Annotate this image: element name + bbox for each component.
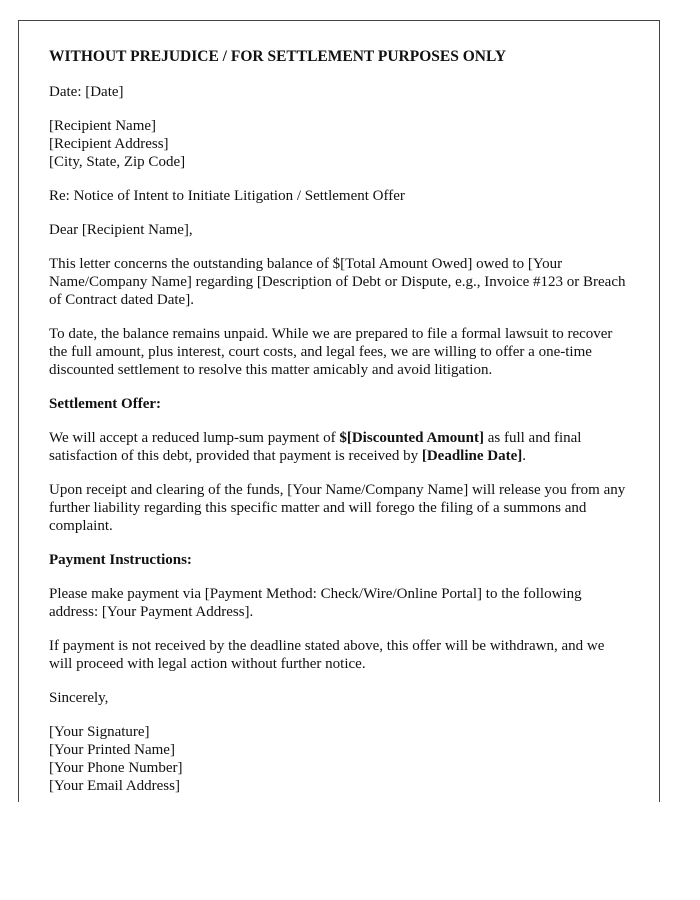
paragraph-withdrawal: If payment is not received by the deadline stated above, this offer will be withdrawn, and we will proceed with legal action without further notice. [49, 638, 605, 672]
recipient-address: [Recipient Address] [49, 136, 169, 152]
deadline-date: [Deadline Date] [421, 448, 523, 464]
paragraph-unpaid: To date, the balance remains unpaid. While we are prepared to file a formal lawsuit to recover the full amount, plus interest, court costs, and legal fees, we are willing to offer a one-time discounted settlement to resolve this matter amicably and avoid litigation. [49, 326, 613, 378]
payment-instructions-heading-text: Payment Instructions: [49, 552, 192, 568]
discounted-amount: $[Discounted Amount] [339, 430, 484, 446]
offer-text-b: as full and final satisfaction of this debt, provided that payment is received by [49, 430, 582, 464]
letter-page [18, 20, 660, 802]
date-line: Date: [Date] [49, 84, 124, 100]
recipient-name: [Recipient Name] [49, 118, 157, 134]
signature: [Your Signature] [49, 724, 150, 740]
recipient-city: [City, State, Zip Code] [49, 154, 186, 170]
paragraph-balance: This letter concerns the outstanding balance of $[Total Amount Owed] owed to [Your Name/Company Name] regarding [Description of Debt or Dispute, e.g., Invoice #123 or Breach of Contract dated Date]. [49, 256, 626, 308]
offer-text-c: . [522, 448, 526, 464]
paragraph-payment: Please make payment via [Payment Method: Check/Wire/Online Portal] to the following address: [Your Payment Address]. [49, 586, 582, 620]
closing: Sincerely, [49, 690, 109, 706]
email-address: [Your Email Address] [49, 778, 180, 794]
phone-number: [Your Phone Number] [49, 760, 183, 776]
paragraph-offer [49, 429, 629, 465]
salutation: Dear [Recipient Name], [49, 222, 193, 238]
printed-name: [Your Printed Name] [49, 742, 175, 758]
offer-text-a: We will accept a reduced lump-sum payment of [49, 430, 340, 446]
payment-instructions-heading [49, 551, 629, 569]
subject-line: Re: Notice of Intent to Initiate Litigation / Settlement Offer [49, 188, 405, 204]
paragraph-release: Upon receipt and clearing of the funds, [Your Name/Company Name] will release you from any further liability regarding this specific matter and will forego the filing of a summons and complaint. [49, 482, 626, 534]
recipient-block [49, 117, 629, 171]
letter-heading: WITHOUT PREJUDICE / FOR SETTLEMENT PURPOSES ONLY [49, 48, 507, 65]
settlement-offer-heading [49, 395, 629, 413]
signature-block [49, 723, 629, 795]
settlement-offer-heading-text: Settlement Offer: [49, 396, 162, 412]
